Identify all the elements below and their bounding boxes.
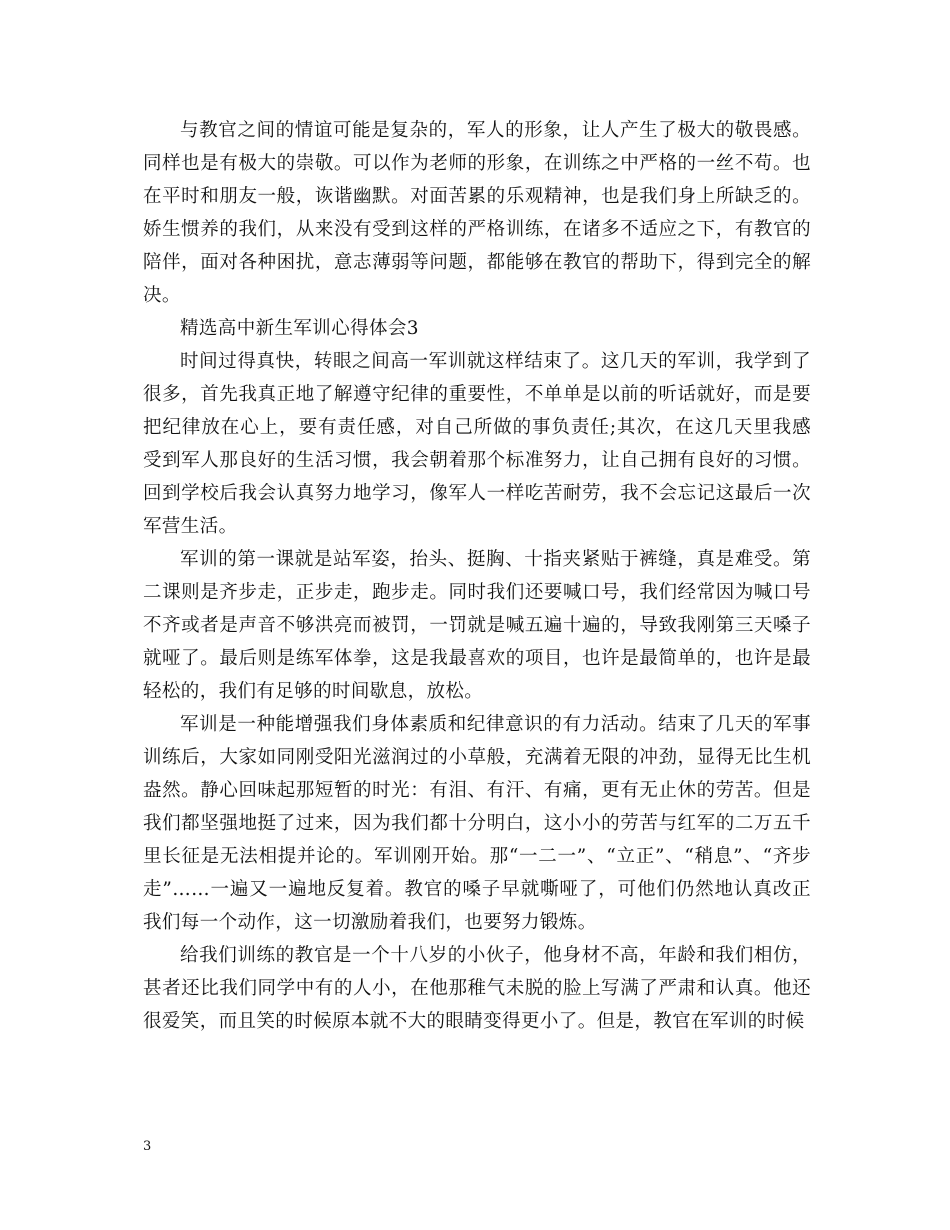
section-heading: 精选高中新生军训心得体会3 — [180, 318, 419, 339]
paragraph-2: 时间过得真快，转眼之间高一军训就这样结束了。这几天的军训，我学到了很多，首先我真正地了解遵守纪律的重要性，不单单是以前的听话就好，而是要把纪律放在心上，要有责任感，对自己所做的事负责任;其次，在这几天里我感受到军人那良好的生活习惯，我会朝着那个标准努力，让自己拥有良好的习惯。回到学校后我会认真努力地学习，像军人一样吃苦耐劳，我不会忘记这最后一次军营生活。 — [143, 351, 811, 537]
paragraph-3: 军训的第一课就是站军姿，抬头、挺胸、十指夹紧贴于裤缝，真是难受。第二课则是齐步走，正步走，跑步走。同时我们还要喊口号，我们经常因为喊口号不齐或者是声音不够洪亮而被罚，一罚就是喊五遍十遍的，导致我刚第三天嗓子就哑了。最后则是练军体拳，这是我最喜欢的项目，也许是最简单的，也许是最轻松的，我们有足够的时间歇息，放松。 — [143, 549, 811, 702]
paragraph-5: 给我们训练的教官是一个十八岁的小伙子，他身材不高，年龄和我们相仿，甚者还比我们同学中有的人小，在他那稚气未脱的脸上写满了严肃和认真。他还很爱笑，而且笑的时候原本就不大的眼睛变得更小了。但是，教官在军训的时候 — [143, 945, 811, 1032]
page-number: 3 — [143, 1139, 152, 1154]
paragraph-1: 与教官之间的情谊可能是复杂的，军人的形象，让人产生了极大的敬畏感。同样也是有极大的崇敬。可以作为老师的形象，在训练之中严格的一丝不苟。也在平时和朋友一般，诙谐幽默。对面苦累的乐观精神，也是我们身上所缺乏的。娇生惯养的我们，从来没有受到这样的严格训练，在诸多不适应之下，有教官的陪伴，面对各种困扰，意志薄弱等问题，都能够在教官的帮助下，得到完全的解决。 — [143, 120, 811, 306]
document-body — [143, 114, 811, 1038]
paragraph-4: 军训是一种能增强我们身体素质和纪律意识的有力活动。结束了几天的军事训练后，大家如同刚受阳光滋润过的小草般，充满着无限的冲劲，显得无比生机盎然。静心回味起那短暂的时光：有泪、有汗、有痛，更有无止休的劳苦。但是我们都坚强地挺了过来，因为我们都十分明白，这小小的劳苦与红军的二万五千里长征是无法相提并论的。军训刚开始。那“一二一”、“立正”、“稍息”、“齐步走”……一遍又一遍地反复着。教官的嗓子早就嘶哑了，可他们仍然地认真改正我们每一个动作，这一切激励着我们，也要努力锻炼。 — [143, 714, 811, 933]
